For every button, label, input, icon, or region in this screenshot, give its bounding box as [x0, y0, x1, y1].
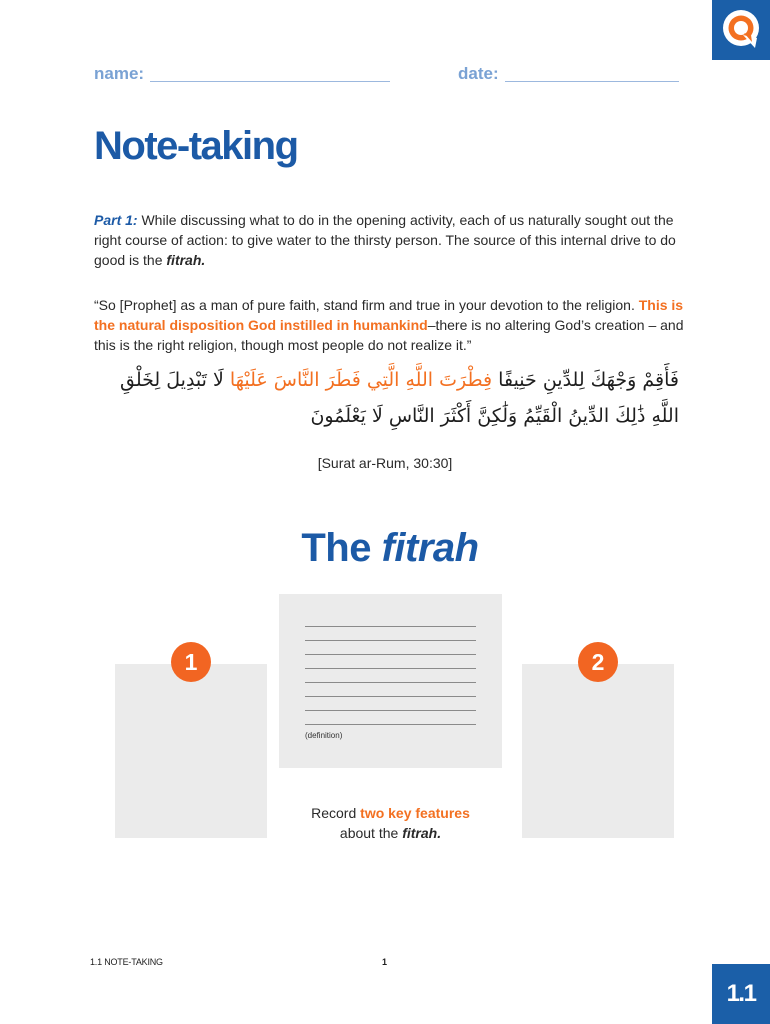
arabic-verse: [94, 362, 679, 434]
quote-open: “So [Prophet] as a man of pure faith, stand firm and true in your devotion to the religion.: [94, 297, 639, 313]
date-blank-line[interactable]: [505, 67, 679, 82]
number-badge-1: 1: [171, 642, 211, 682]
section-title-word: fitrah: [381, 526, 479, 570]
name-field[interactable]: [94, 64, 390, 84]
definition-line[interactable]: [305, 682, 476, 683]
record-line2-prefix: about the: [339, 825, 403, 841]
definition-line[interactable]: [305, 654, 476, 655]
part1-text: While discussing what to do in the opening activity, each of us naturally sought out the right course of action: to give water to the thirsty person. The source of this internal drive to do good is the: [94, 212, 676, 268]
date-field[interactable]: [458, 64, 679, 84]
quote-close: –there is no altering God’s creation – and this is the right religion, though most people do not realize it.”: [94, 317, 684, 353]
q-speech-bubble-icon: [721, 8, 761, 52]
definition-line[interactable]: [305, 668, 476, 669]
brand-logo: [712, 0, 770, 60]
definition-box[interactable]: [279, 594, 502, 768]
section-title-prefix: The: [301, 526, 382, 570]
definition-label: (definition): [305, 731, 343, 740]
definition-line[interactable]: [305, 710, 476, 711]
arabic-before: فَأَقِمْ وَجْهَكَ لِلدِّينِ حَنِيفًا: [492, 369, 679, 391]
footer-section-label: 1.1 NOTE-TAKING: [90, 957, 163, 967]
page-title: Note-taking: [94, 124, 298, 168]
definition-line[interactable]: [305, 626, 476, 627]
part1-label: Part 1:: [94, 212, 138, 228]
definition-line[interactable]: [305, 696, 476, 697]
header-fields: [94, 64, 694, 88]
record-word: fitrah.: [402, 825, 442, 841]
footer-page-number: 1: [382, 957, 388, 967]
part1-paragraph: [94, 210, 684, 270]
quote-highlight: This is the natural disposition God instilled in humankind: [94, 297, 684, 333]
definition-line[interactable]: [305, 640, 476, 641]
arabic-after: لَا تَبْدِيلَ لِخَلْقِ اللَّهِ ذَٰلِكَ الدِّينُ الْقَيِّمُ وَلَٰكِنَّ أَكْثَرَ النَّاسِ لَا يَعْلَمُونَ: [120, 369, 679, 427]
quote-paragraph: [94, 295, 684, 355]
section-number-badge: 1.1: [712, 964, 770, 1024]
number-badge-2: 2: [578, 642, 618, 682]
verse-citation: [Surat ar-Rum, 30:30]: [317, 455, 453, 471]
date-label: date:: [458, 64, 499, 83]
part1-emphasis: fitrah.: [166, 252, 206, 268]
definition-line[interactable]: [305, 724, 476, 725]
feature-box-2[interactable]: [522, 664, 674, 838]
section-title: [0, 526, 770, 571]
feature-box-1[interactable]: [115, 664, 267, 838]
record-highlight: two key features: [360, 805, 470, 821]
name-label: name:: [94, 64, 145, 83]
record-instruction: [279, 803, 502, 843]
name-blank-line[interactable]: [150, 67, 390, 82]
record-prefix: Record: [311, 805, 361, 821]
arabic-highlight: فِطْرَتَ اللَّهِ الَّتِي فَطَرَ النَّاسَ عَلَيْهَا: [229, 369, 493, 391]
